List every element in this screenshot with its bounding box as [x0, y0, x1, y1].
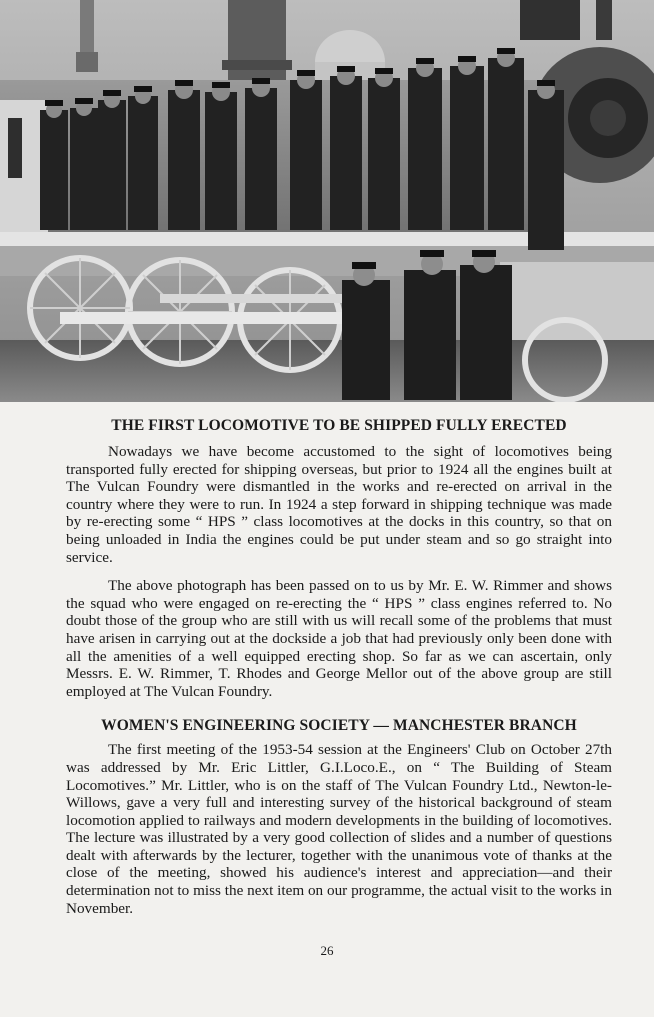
article-heading-womens-engineering-society: WOMEN'S ENGINEERING SOCIETY — MANCHESTER BRANCH: [101, 717, 577, 735]
article-heading-first-locomotive: THE FIRST LOCOMOTIVE TO BE SHIPPED FULLY ERECTED: [111, 417, 567, 434]
locomotive-photo: [0, 0, 654, 402]
article-paragraph: Nowadays we have become accustomed to the sight of locomotives being transported fully erected for shipping overseas, but prior to 1924 all the engines built at The Vulcan Foundry were dismantled in the works and re-erected on arrival in the country where they were to run. In 1924 a step forward in shipping technique was made by re-erecting some “ HPS ” class locomotives at the docks in this country, so that on being unloaded in India the engines could be put under steam and so go straight into service.: [66, 443, 612, 566]
article-paragraph: The above photograph has been passed on to us by Mr. E. W. Rimmer and shows the squad who were engaged on re-erecting the “ HPS ” class engines referred to. No doubt those of the group who are still with us will recall some of the problems that must have arisen in carrying out at the dockside a job that had previously only been done with all the amenities of a well equipped erecting shop. So far as we can ascertain, only Messrs. E. W. Rimmer, T. Rhodes and George Mellor out of the above group are still employed at The Vulcan Foundry.: [66, 577, 612, 700]
article-paragraph: The first meeting of the 1953-54 session at the Engineers' Club on October 27th was addressed by Mr. Eric Littler, G.I.Loco.E., on “ The Building of Steam Locomotives.” Mr. Littler, who is on the staff of The Vulcan Foundry Ltd., Newton-le-Willows, gave a very full and interesting survey of the historical background of steam locomotion applied to railways and modern developments in the building of locomotives. The lecture was illustrated by a very good collection of slides and a number of questions dealt with afterwards by the lecturer, together with the unanimous vote of thanks at the close of the meeting, showed his audience's interest and appreciation—and their determination not to miss the next item on our programme, the actual visit to the works in November.: [66, 741, 612, 917]
article-column: [66, 414, 612, 917]
page-number: 26: [320, 943, 334, 958]
locomotive-photo-illustration: [0, 0, 654, 402]
